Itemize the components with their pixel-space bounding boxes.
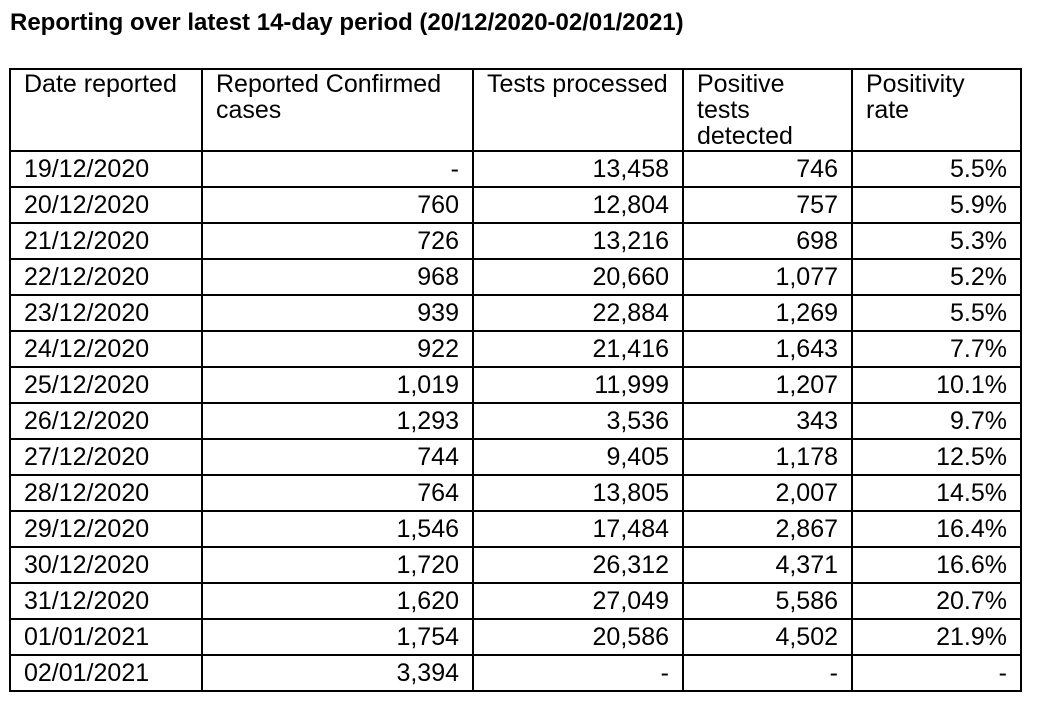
positivity-rate-cell: 5.9%: [852, 187, 1021, 223]
positive-tests-cell: -: [683, 655, 852, 691]
header-positivity-rate: Positivity rate: [852, 69, 1021, 151]
tests-processed-cell: 9,405: [473, 439, 683, 475]
header-tests-processed: Tests processed: [473, 69, 683, 151]
table-row: [10, 295, 1021, 331]
table-row: [10, 151, 1021, 187]
date-cell: 22/12/2020: [10, 259, 202, 295]
tests-processed-cell: 17,484: [473, 511, 683, 547]
positive-tests-cell: 343: [683, 403, 852, 439]
table-row: [10, 619, 1021, 655]
positivity-rate-cell: 16.6%: [852, 547, 1021, 583]
positive-tests-cell: 5,586: [683, 583, 852, 619]
table-row: [10, 475, 1021, 511]
header-reported-confirmed-cases: Reported Confirmed cases: [202, 69, 473, 151]
tests-processed-cell: 26,312: [473, 547, 683, 583]
table-row: [10, 403, 1021, 439]
positivity-rate-cell: 10.1%: [852, 367, 1021, 403]
table-body: [10, 151, 1021, 691]
table-row: [10, 331, 1021, 367]
positive-tests-cell: 1,207: [683, 367, 852, 403]
positivity-rate-cell: 7.7%: [852, 331, 1021, 367]
confirmed-cases-cell: -: [202, 151, 473, 187]
positive-tests-cell: 757: [683, 187, 852, 223]
date-cell: 02/01/2021: [10, 655, 202, 691]
confirmed-cases-cell: 764: [202, 475, 473, 511]
positivity-rate-cell: 5.2%: [852, 259, 1021, 295]
date-cell: 26/12/2020: [10, 403, 202, 439]
confirmed-cases-cell: 1,720: [202, 547, 473, 583]
positivity-rate-cell: -: [852, 655, 1021, 691]
tests-processed-cell: 21,416: [473, 331, 683, 367]
tests-processed-cell: -: [473, 655, 683, 691]
positivity-rate-cell: 9.7%: [852, 403, 1021, 439]
confirmed-cases-cell: 744: [202, 439, 473, 475]
tests-processed-cell: 13,805: [473, 475, 683, 511]
positivity-rate-cell: 5.5%: [852, 151, 1021, 187]
date-cell: 20/12/2020: [10, 187, 202, 223]
table-row: [10, 547, 1021, 583]
tests-processed-cell: 20,586: [473, 619, 683, 655]
tests-processed-cell: 20,660: [473, 259, 683, 295]
positive-tests-cell: 1,643: [683, 331, 852, 367]
date-cell: 31/12/2020: [10, 583, 202, 619]
date-cell: 28/12/2020: [10, 475, 202, 511]
confirmed-cases-cell: 3,394: [202, 655, 473, 691]
positivity-rate-cell: 14.5%: [852, 475, 1021, 511]
confirmed-cases-cell: 760: [202, 187, 473, 223]
confirmed-cases-cell: 1,019: [202, 367, 473, 403]
table-row: [10, 187, 1021, 223]
tests-processed-cell: 3,536: [473, 403, 683, 439]
date-cell: 19/12/2020: [10, 151, 202, 187]
positivity-rate-cell: 5.3%: [852, 223, 1021, 259]
tests-processed-cell: 22,884: [473, 295, 683, 331]
table-row: [10, 439, 1021, 475]
confirmed-cases-cell: 1,754: [202, 619, 473, 655]
tests-processed-cell: 13,458: [473, 151, 683, 187]
date-cell: 30/12/2020: [10, 547, 202, 583]
date-cell: 27/12/2020: [10, 439, 202, 475]
confirmed-cases-cell: 1,546: [202, 511, 473, 547]
positive-tests-cell: 698: [683, 223, 852, 259]
date-cell: 25/12/2020: [10, 367, 202, 403]
date-cell: 24/12/2020: [10, 331, 202, 367]
table-row: [10, 583, 1021, 619]
header-date-reported: Date reported: [10, 69, 202, 151]
positive-tests-cell: 746: [683, 151, 852, 187]
page-title: Reporting over latest 14-day period (20/12/2020-02/01/2021): [10, 9, 684, 36]
positive-tests-cell: 4,502: [683, 619, 852, 655]
tests-processed-cell: 11,999: [473, 367, 683, 403]
positive-tests-cell: 1,178: [683, 439, 852, 475]
positive-tests-cell: 1,077: [683, 259, 852, 295]
tests-processed-cell: 13,216: [473, 223, 683, 259]
confirmed-cases-cell: 968: [202, 259, 473, 295]
confirmed-cases-cell: 939: [202, 295, 473, 331]
table-row: [10, 259, 1021, 295]
date-cell: 23/12/2020: [10, 295, 202, 331]
tests-processed-cell: 12,804: [473, 187, 683, 223]
tests-processed-cell: 27,049: [473, 583, 683, 619]
positive-tests-cell: 2,867: [683, 511, 852, 547]
date-cell: 21/12/2020: [10, 223, 202, 259]
positivity-rate-cell: 20.7%: [852, 583, 1021, 619]
confirmed-cases-cell: 1,293: [202, 403, 473, 439]
table-row: [10, 511, 1021, 547]
positivity-rate-cell: 21.9%: [852, 619, 1021, 655]
positive-tests-cell: 4,371: [683, 547, 852, 583]
positivity-rate-cell: 16.4%: [852, 511, 1021, 547]
reporting-table: [9, 68, 1022, 692]
table-header-row: [10, 69, 1021, 151]
confirmed-cases-cell: 922: [202, 331, 473, 367]
positive-tests-cell: 1,269: [683, 295, 852, 331]
confirmed-cases-cell: 726: [202, 223, 473, 259]
confirmed-cases-cell: 1,620: [202, 583, 473, 619]
positivity-rate-cell: 12.5%: [852, 439, 1021, 475]
date-cell: 01/01/2021: [10, 619, 202, 655]
table-row: [10, 655, 1021, 691]
header-positive-tests-detected: Positive tests detected: [683, 69, 852, 151]
date-cell: 29/12/2020: [10, 511, 202, 547]
positive-tests-cell: 2,007: [683, 475, 852, 511]
positivity-rate-cell: 5.5%: [852, 295, 1021, 331]
table-row: [10, 223, 1021, 259]
table-row: [10, 367, 1021, 403]
